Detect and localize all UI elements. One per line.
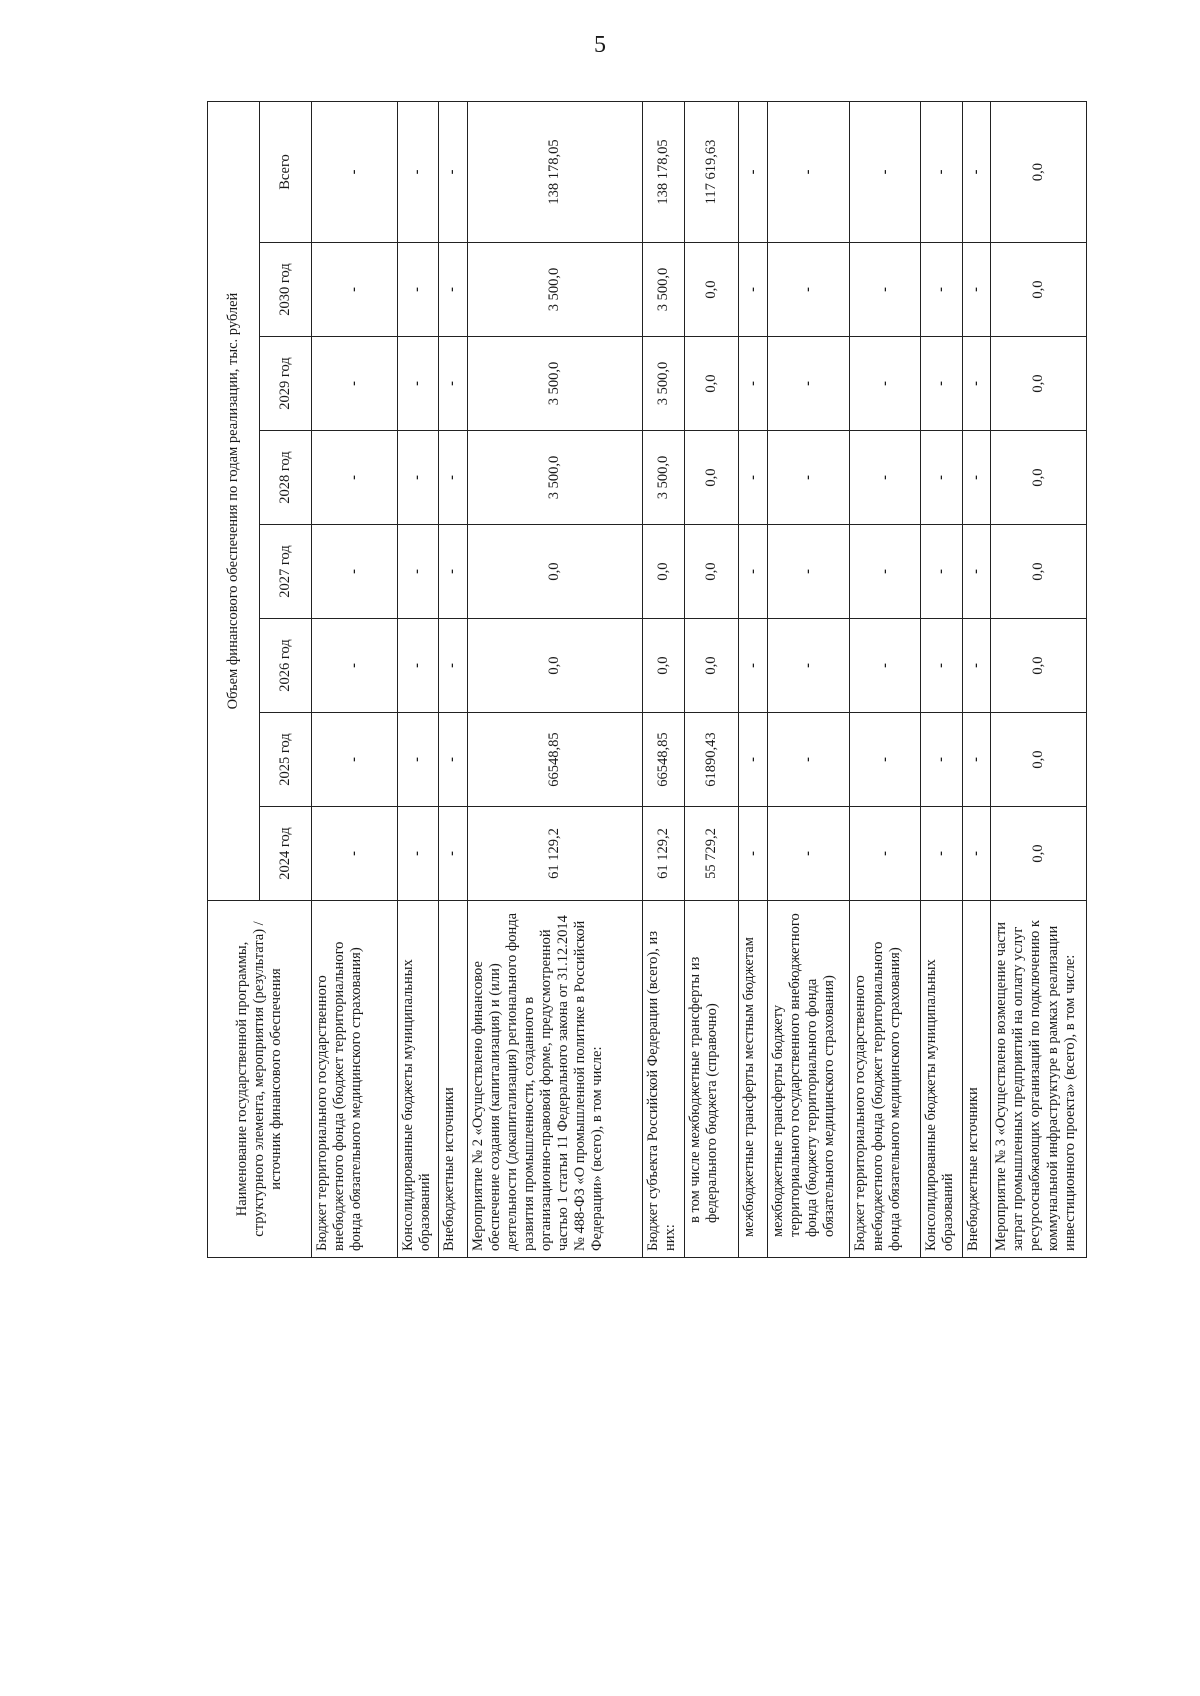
cell-value: - (739, 807, 768, 901)
cell-value: - (739, 619, 768, 713)
table-row (312, 101, 398, 1257)
table-row (397, 101, 438, 1257)
table-row (921, 101, 962, 1257)
cell-value: 0,0 (991, 243, 1087, 337)
cell-value: - (312, 337, 398, 431)
cell-value: - (962, 713, 991, 807)
header-financing-group: Объем финансового обеспечения по годам реализации, тыс. рублей (208, 101, 260, 900)
cell-value: - (921, 619, 962, 713)
cell-value: - (439, 713, 468, 807)
cell-value: - (921, 337, 962, 431)
cell-value: 0,0 (684, 619, 739, 713)
header-year: 2028 год (260, 431, 312, 525)
cell-value: - (921, 431, 962, 525)
cell-value: - (739, 431, 768, 525)
cell-value: - (439, 431, 468, 525)
row-name: в том числе межбюджетные трансферты из федерального бюджета (справочно) (684, 901, 739, 1258)
cell-value: - (850, 431, 921, 525)
rotated-table-wrapper (207, 102, 1087, 1258)
cell-value: 3 500,0 (643, 243, 684, 337)
header-year: 2026 год (260, 619, 312, 713)
cell-value: - (739, 337, 768, 431)
cell-value: - (850, 243, 921, 337)
cell-value: - (767, 619, 849, 713)
cell-value: - (767, 243, 849, 337)
cell-value: 0,0 (684, 431, 739, 525)
cell-total: 0,0 (991, 101, 1087, 242)
cell-value: - (312, 431, 398, 525)
header-name-column: Наименование государственной программы, структурного элемента, мероприятия (результата) / источник финансового обеспечения (208, 901, 312, 1258)
table-row (739, 101, 768, 1257)
cell-value: 3 500,0 (467, 337, 642, 431)
cell-total: - (739, 101, 768, 242)
cell-value: - (767, 337, 849, 431)
row-name: Мероприятие № 3 «Осуществлено возмещение части затрат промышленных предприятий на оплату услуг ресурсоснабжающих организаций по подключению к коммунальной инфраструктуре в рамках реализации инвестиционного проекта» (всего), в том числе: (991, 901, 1087, 1258)
row-name: межбюджетные трансферты бюджету территориального государственного внебюджетного фонда (бюджету территориального фонда обязательного медицинского страхования) (767, 901, 849, 1258)
cell-total: - (921, 101, 962, 242)
cell-value: - (397, 431, 438, 525)
cell-value: - (739, 713, 768, 807)
cell-value: - (962, 619, 991, 713)
table-row (643, 101, 684, 1257)
cell-value: 66548,85 (643, 713, 684, 807)
cell-value: 3 500,0 (467, 431, 642, 525)
header-total: Всего (260, 101, 312, 242)
cell-value: - (850, 713, 921, 807)
cell-value: - (767, 525, 849, 619)
cell-total: 138 178,05 (467, 101, 642, 242)
cell-value: - (312, 525, 398, 619)
cell-total: 138 178,05 (643, 101, 684, 242)
cell-value: 3 500,0 (467, 243, 642, 337)
row-name: Консолидированные бюджеты муниципальных образований (397, 901, 438, 1258)
cell-value: 3 500,0 (643, 431, 684, 525)
cell-total: - (397, 101, 438, 242)
cell-value: - (397, 807, 438, 901)
cell-value: 61 129,2 (467, 807, 642, 901)
cell-total: 117 619,63 (684, 101, 739, 242)
cell-value: - (397, 337, 438, 431)
cell-value: - (767, 431, 849, 525)
page-number: 5 (594, 32, 606, 58)
cell-value: - (850, 807, 921, 901)
cell-value: 0,0 (991, 337, 1087, 431)
table-row (467, 101, 642, 1257)
table-row (684, 101, 739, 1257)
cell-total: - (312, 101, 398, 242)
cell-value: - (921, 525, 962, 619)
cell-value: - (312, 713, 398, 807)
cell-total: - (767, 101, 849, 242)
cell-total: - (850, 101, 921, 242)
header-year: 2030 год (260, 243, 312, 337)
cell-value: - (962, 337, 991, 431)
row-name: Бюджет субъекта Российской Федерации (всего), из них: (643, 901, 684, 1258)
cell-value: 0,0 (991, 619, 1087, 713)
cell-value: - (962, 431, 991, 525)
cell-total: - (439, 101, 468, 242)
table-row (439, 101, 468, 1257)
cell-value: 0,0 (643, 525, 684, 619)
cell-value: - (439, 807, 468, 901)
cell-value: - (850, 525, 921, 619)
cell-value: - (439, 619, 468, 713)
cell-value: 0,0 (991, 431, 1087, 525)
cell-value: - (312, 243, 398, 337)
cell-value: 0,0 (991, 525, 1087, 619)
cell-value: 0,0 (991, 807, 1087, 901)
cell-value: - (767, 807, 849, 901)
cell-value: - (312, 807, 398, 901)
row-name: Бюджет территориального государственного внебюджетного фонда (бюджет территориального фонда обязательного медицинского страхования) (312, 901, 398, 1258)
header-year: 2029 год (260, 337, 312, 431)
table-row (991, 101, 1087, 1257)
cell-value: - (439, 243, 468, 337)
row-name: Бюджет территориального государственного внебюджетного фонда (бюджет территориального фонда обязательного медицинского страхования) (850, 901, 921, 1258)
row-name: межбюджетные трансферты местным бюджетам (739, 901, 768, 1258)
cell-value: 0,0 (684, 243, 739, 337)
table-row (767, 101, 849, 1257)
cell-value: - (767, 713, 849, 807)
cell-value: - (312, 619, 398, 713)
row-name: Консолидированные бюджеты муниципальных образований (921, 901, 962, 1258)
row-name: Внебюджетные источники (439, 901, 468, 1258)
cell-value: 55 729,2 (684, 807, 739, 901)
row-name: Мероприятие № 2 «Осуществлено финансовое обеспечение создания (капитализация) и (или) деятельности (докапитализация) регионального фонда развития промышленности, созданного в организационно-правовой форме, предусмотренной частью 1 статьи 11 Федерального закона от 31.12.2014 № 488-ФЗ «О промышленной политике в Российской Федерации» (всего), в том числе: (467, 901, 642, 1258)
cell-value: - (850, 337, 921, 431)
cell-value: - (397, 243, 438, 337)
cell-value: 0,0 (643, 619, 684, 713)
cell-value: 0,0 (467, 525, 642, 619)
header-year: 2027 год (260, 525, 312, 619)
cell-value: 61 129,2 (643, 807, 684, 901)
header-year: 2024 год (260, 807, 312, 901)
cell-value: - (921, 807, 962, 901)
table-row (962, 101, 991, 1257)
cell-value: - (397, 525, 438, 619)
cell-value: - (439, 337, 468, 431)
cell-value: 0,0 (684, 337, 739, 431)
cell-value: 66548,85 (467, 713, 642, 807)
cell-value: 61890,43 (684, 713, 739, 807)
cell-value: 0,0 (467, 619, 642, 713)
cell-value: - (962, 525, 991, 619)
cell-value: 3 500,0 (643, 337, 684, 431)
cell-value: - (962, 807, 991, 901)
cell-value: - (739, 525, 768, 619)
cell-value: - (921, 713, 962, 807)
cell-value: 0,0 (684, 525, 739, 619)
financing-table (207, 101, 1087, 1258)
row-name: Внебюджетные источники (962, 901, 991, 1258)
cell-value: 0,0 (991, 713, 1087, 807)
cell-value: - (962, 243, 991, 337)
cell-value: - (397, 713, 438, 807)
cell-value: - (850, 619, 921, 713)
table-row (850, 101, 921, 1257)
cell-value: - (739, 243, 768, 337)
cell-value: - (439, 525, 468, 619)
header-year: 2025 год (260, 713, 312, 807)
cell-value: - (397, 619, 438, 713)
header-row-group (208, 101, 260, 1257)
cell-value: - (921, 243, 962, 337)
cell-total: - (962, 101, 991, 242)
